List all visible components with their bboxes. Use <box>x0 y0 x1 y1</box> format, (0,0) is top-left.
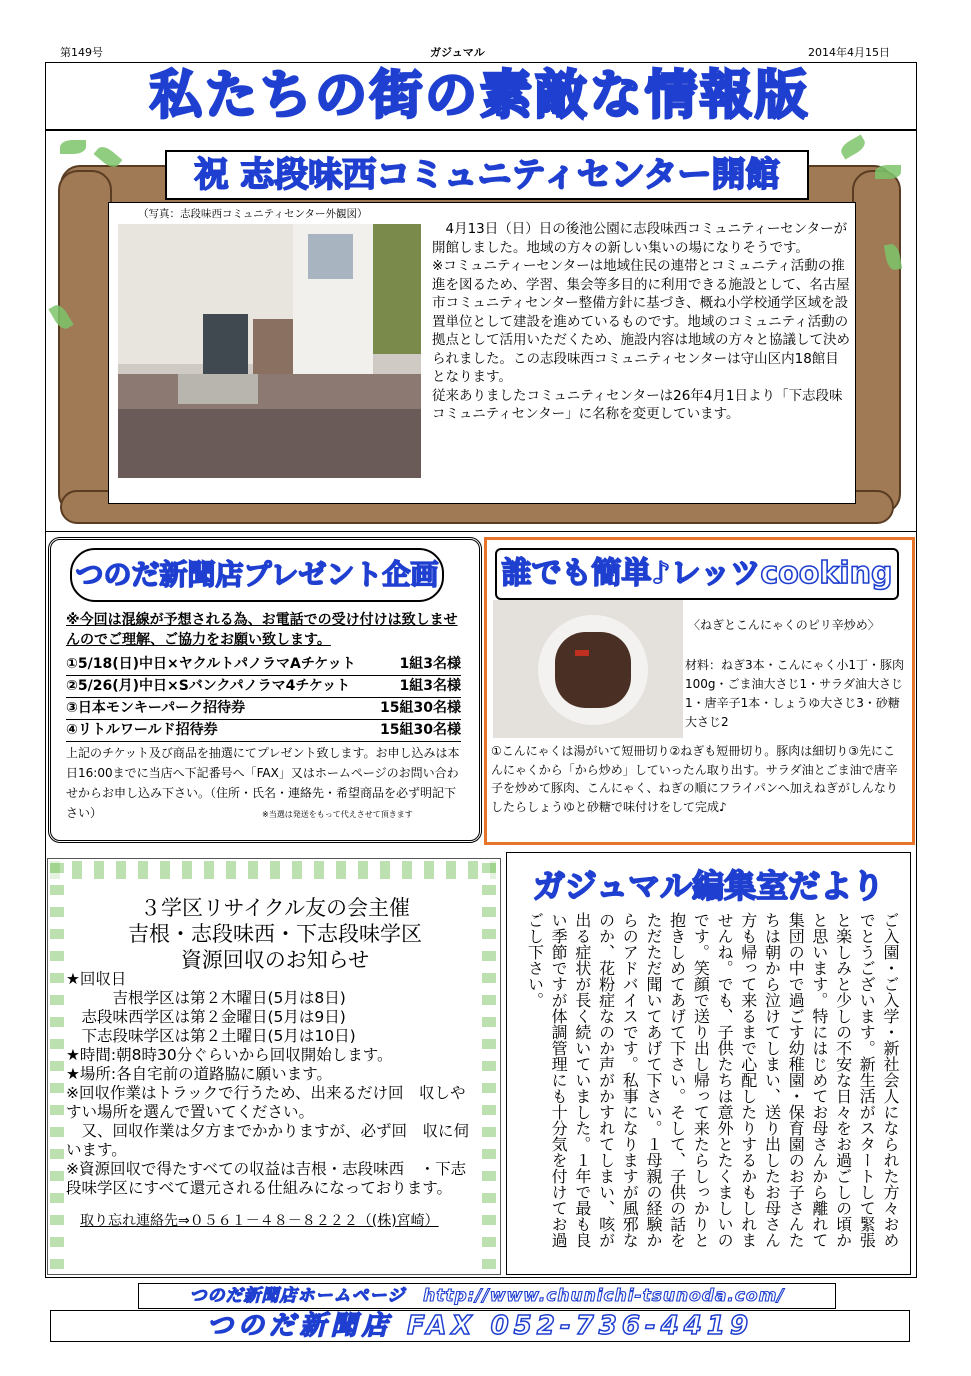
newsletter-name: ガジュマル <box>430 46 485 59</box>
present-body: 上記のチケット及び商品を抽選にてプレゼント致します。お申し込みは本日16:00までに当店へ下記番号へ「FAX」又はホームページのお問い合わせからお申し込み下さい。（住所・氏名・連絡先・希望商品を必ず明記下さい） <box>66 746 460 820</box>
vine-border-left <box>50 861 64 1269</box>
cooking-ingredients: 材料：ねぎ3本・こんにゃく小1丁・豚肉100g・ごま油大さじ1・サラダ油大さじ1・唐辛子1本・しょうゆ大さじ3・砂糖大さじ2 <box>685 658 905 729</box>
feature-article: 4月13日（日）日の後池公園に志段味西コミュニティーセンターが開館しました。地域の方々の新しい集いの場になりそうです。 ※コミュニティーセンターは地域住民の連帯とコミュニティ活動の推進を図るため、学習、集会等多目的に利用できる施設として、名古屋市コミュニティセンター整備方針に基づき、概ね小学校通学区域を設置単位として建設を進めているものです。地域のコミュニティ活動の拠点として活用いただくため、施設内容は地域の方々と協議して決められました。この志段味西コミュニティセンターは守山区内18館目となります。 従来ありましたコミュニティセンターは26年4月1日より「下志段味コミュニティセンター」に名称を変更しています。 <box>432 221 850 422</box>
homepage-banner[interactable]: つのだ新聞店ホームページ http://www.chunichi-tsunoda.com/ <box>138 1283 836 1309</box>
community-center-photo <box>118 224 421 478</box>
present-title: つのだ新聞店プレゼント企画 <box>70 548 444 602</box>
list-item: ④リトルワールド招待券 15組30名様 <box>66 720 461 742</box>
vine-border-right <box>482 861 496 1269</box>
list-item: ③日本モンキーパーク招待券 15組30名様 <box>66 698 461 720</box>
present-list <box>66 654 461 742</box>
leaf-icon <box>875 165 901 179</box>
editorial-title: ガジュマル編集室だより <box>532 867 885 905</box>
feature-headline: 祝 志段味西コミュニティセンター開館 <box>165 150 809 200</box>
issue-number: 第149号 <box>60 46 103 59</box>
dish-photo <box>493 600 683 738</box>
wood-frame-right <box>852 170 901 514</box>
recycle-contact: 取り忘れ連絡先⇒０５６１－４８－８２２２（(株)宮崎） <box>80 1213 439 1229</box>
cooking-steps: ①こんにゃくは湯がいて短冊切り②ねぎも短冊切り。豚肉は細切り③先にこんにゃくから「から炒め」していったん取り出す。サラダ油とごま油で唐辛子を炒めて豚肉、こんにゃく、ねぎの順にフライパンへ加えねぎがしんなりしたらしょうゆと砂糖で味付けをして完成♪ <box>491 744 898 814</box>
cooking-title: 誰でも簡単♪レッツcooking <box>495 548 899 600</box>
recycle-details: ★回収日 吉根学区は第２木曜日(5月は8日) 志段味西学区は第２金曜日(5月は9日) 下志段味学区は第２土曜日(5月は10日) ★時間:朝8時30分ぐらいから回収開始します。 ★場所:各自宅前の道路脇に願います。 ※回収作業はトラックで行うため、出来るだけ回 収しやすい場所を選んで置いてください。 又、回収作業は夕方までかかりますが、必ず回 収に伺います。 ※資源回収で得たすべての収益は吉根・志段味西 ・下志段味学区にすべて還元される仕組みになっております。 <box>66 970 470 1197</box>
present-notice: ※今回は混線が予想される為、お電話での受け付けは致しませんのでご理解、ご協力をお願い致します。 <box>66 612 458 648</box>
recycle-title: ３学区リサイクル友の会主催 吉根・志段味西・下志段味学区 資源回収のお知らせ <box>128 896 422 972</box>
vine-border-top <box>50 861 496 879</box>
leaf-icon <box>60 140 86 154</box>
issue-date: 2014年4月15日 <box>808 46 890 59</box>
banner-title: 私たちの街の素敵な情報版 <box>149 66 810 126</box>
wood-frame-left <box>58 170 112 514</box>
list-item: ②5/26(月)中日×Sバンクパノラマ4チケット 1組3名様 <box>66 676 461 698</box>
present-footnote: ※当選は発送をもって代えさせて頂きます <box>262 810 413 819</box>
photo-caption: （写真：志段味西コミュニティセンター外観図） <box>138 208 368 220</box>
fax-banner: つのだ新聞店 FAX 052-736-4419 <box>50 1310 910 1342</box>
editorial-body: ご入園・ご入学・新社会人になられた方々おめでとうございます。新生活がスタートして緊張と楽しみと少しの不安な日々をお過ごしの頃かと思います。特にはじめてお母さんから離れて集団の中で過ごす幼稚園・保育園のお子さんたちは朝から泣けてしまい、送り出したお母さん方も帰って来るまで心配したりするかもしれませんね。でも、子供たちは意外とたくましいのです。笑顔で送り出し帰って来たらしっかりと抱きしめてあげて下さい。そして、子供の話をただただ聞いてあげて下さい。１母親の経験からのアドバイスです。私事になりますが風邪なのか、花粉症なのか声がかすれてしまい、咳が出る症状が長く続いていました。１年で最も良い季節ですが体調管理にも十分気を付けてお過ごし下さい。 <box>525 912 900 1248</box>
dish-name: 〈ねぎとこんにゃくのピリ辛炒め〉 <box>688 618 880 632</box>
list-item: ①5/18(日)中日×ヤクルトパノラマAチケット 1組3名様 <box>66 654 461 676</box>
